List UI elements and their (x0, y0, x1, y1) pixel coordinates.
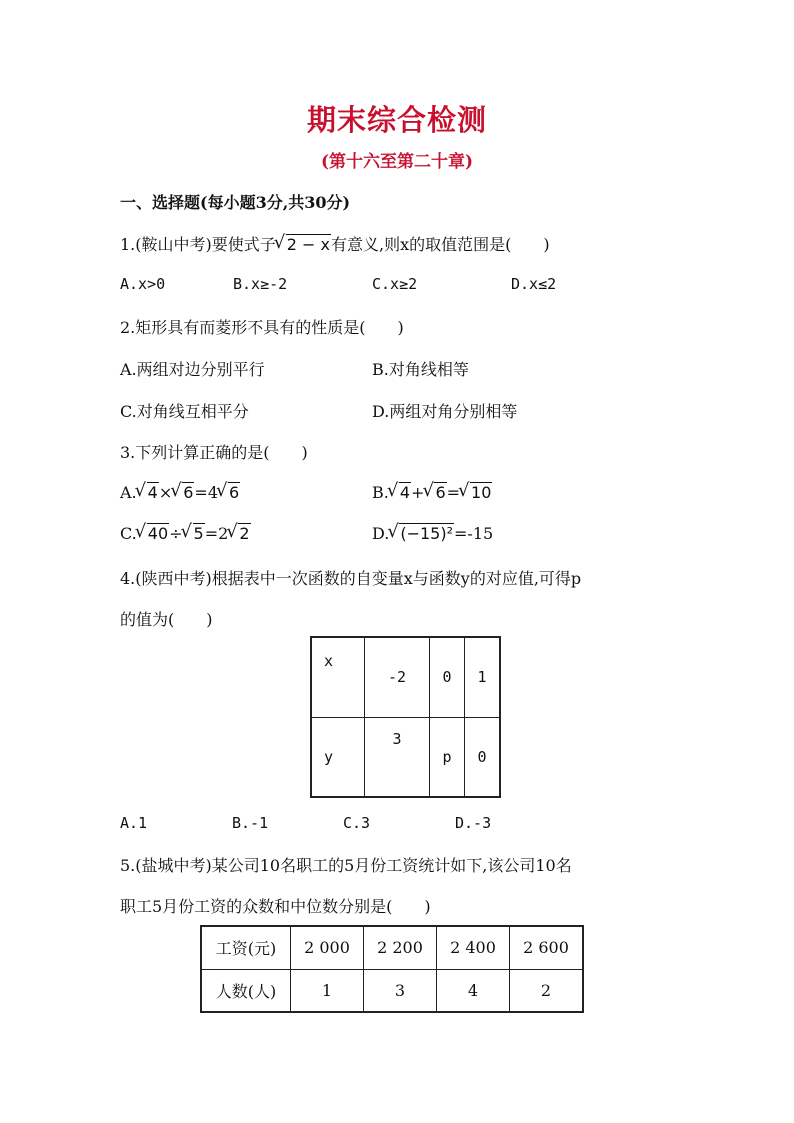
q4-option-b: B.-1 (232, 814, 269, 832)
q4-option-a: A.1 (120, 814, 148, 832)
table-header-cell: 2 200 (364, 926, 437, 969)
question-3-stem: 3.下列计算正确的是( ) (120, 443, 308, 462)
page-subtitle: (第十六至第二十章) (320, 152, 474, 172)
table-cell: 人数(人) (201, 969, 291, 1012)
table-row (311, 717, 500, 797)
q4-option-d: D.-3 (455, 814, 492, 832)
table-cell: 0 (465, 717, 501, 797)
table-cell: 4 (437, 969, 510, 1012)
table-header-cell: 2 600 (510, 926, 584, 969)
table-cell: 2 (510, 969, 584, 1012)
table-cell: 1 (291, 969, 364, 1012)
q2-option-d: D.两组对角分别相等 (372, 402, 518, 421)
question-1-stem (120, 232, 550, 255)
table-cell: p (430, 717, 465, 797)
q1-suffix: 有意义,则x的取值范围是( ) (331, 235, 550, 254)
q1-option-a: A.x>0 (120, 275, 166, 293)
q1-option-d: D.x≤2 (511, 275, 557, 293)
table-row (311, 637, 500, 717)
table-cell: y (311, 717, 365, 797)
q3-option-b: B.√ 4+√ 6=√ 10 (372, 483, 492, 502)
question-5-line-1: 5.(盐城中考)某公司10名职工的5月份工资统计如下,该公司10名 (120, 856, 572, 875)
page-title: 期末综合检测 (306, 103, 487, 137)
q3-option-c: C.√ 40÷√ 5=2√ 2 (120, 524, 251, 543)
question-5-line-2: 职工5月份工资的众数和中位数分别是( ) (120, 897, 431, 916)
table-cell: 1 (465, 637, 501, 717)
table-cell: 0 (430, 637, 465, 717)
table-cell: 3 (364, 969, 437, 1012)
table-header-row (201, 926, 583, 969)
q1-option-c: C.x≥2 (372, 275, 418, 293)
table-cell: -2 (365, 637, 430, 717)
q2-option-b: B.对角线相等 (372, 360, 469, 379)
salary-table (200, 925, 584, 1013)
table-header-cell: 2 400 (437, 926, 510, 969)
question-4-line-1: 4.(陕西中考)根据表中一次函数的自变量x与函数y的对应值,可得p (120, 569, 582, 588)
q2-option-c: C.对角线互相平分 (120, 402, 249, 421)
q3-option-a: A.√ 4×√ 6=4√ 6 (120, 483, 240, 502)
q1-option-b: B.x≥-2 (233, 275, 288, 293)
function-value-table (310, 636, 501, 798)
q3-option-d: D.√ (−15)²=-15 (372, 524, 493, 543)
table-row (201, 969, 583, 1012)
table-header-cell: 2 000 (291, 926, 364, 969)
question-4-line-2: 的值为( ) (120, 610, 213, 629)
table-cell: 3 (365, 717, 430, 797)
q2-option-a: A.两组对边分别平行 (120, 360, 265, 379)
question-2-stem: 2.矩形具有而菱形不具有的性质是( ) (120, 318, 404, 337)
q1-prefix: 1.(鞍山中考)要使式子 (120, 235, 276, 254)
sqrt-expression: √ 2 − x (276, 235, 331, 254)
table-cell: x (311, 637, 365, 717)
q4-option-c: C.3 (343, 814, 371, 832)
table-header-cell: 工资(元) (201, 926, 291, 969)
section-heading: 一、选择题(每小题3分,共30分) (120, 193, 351, 212)
